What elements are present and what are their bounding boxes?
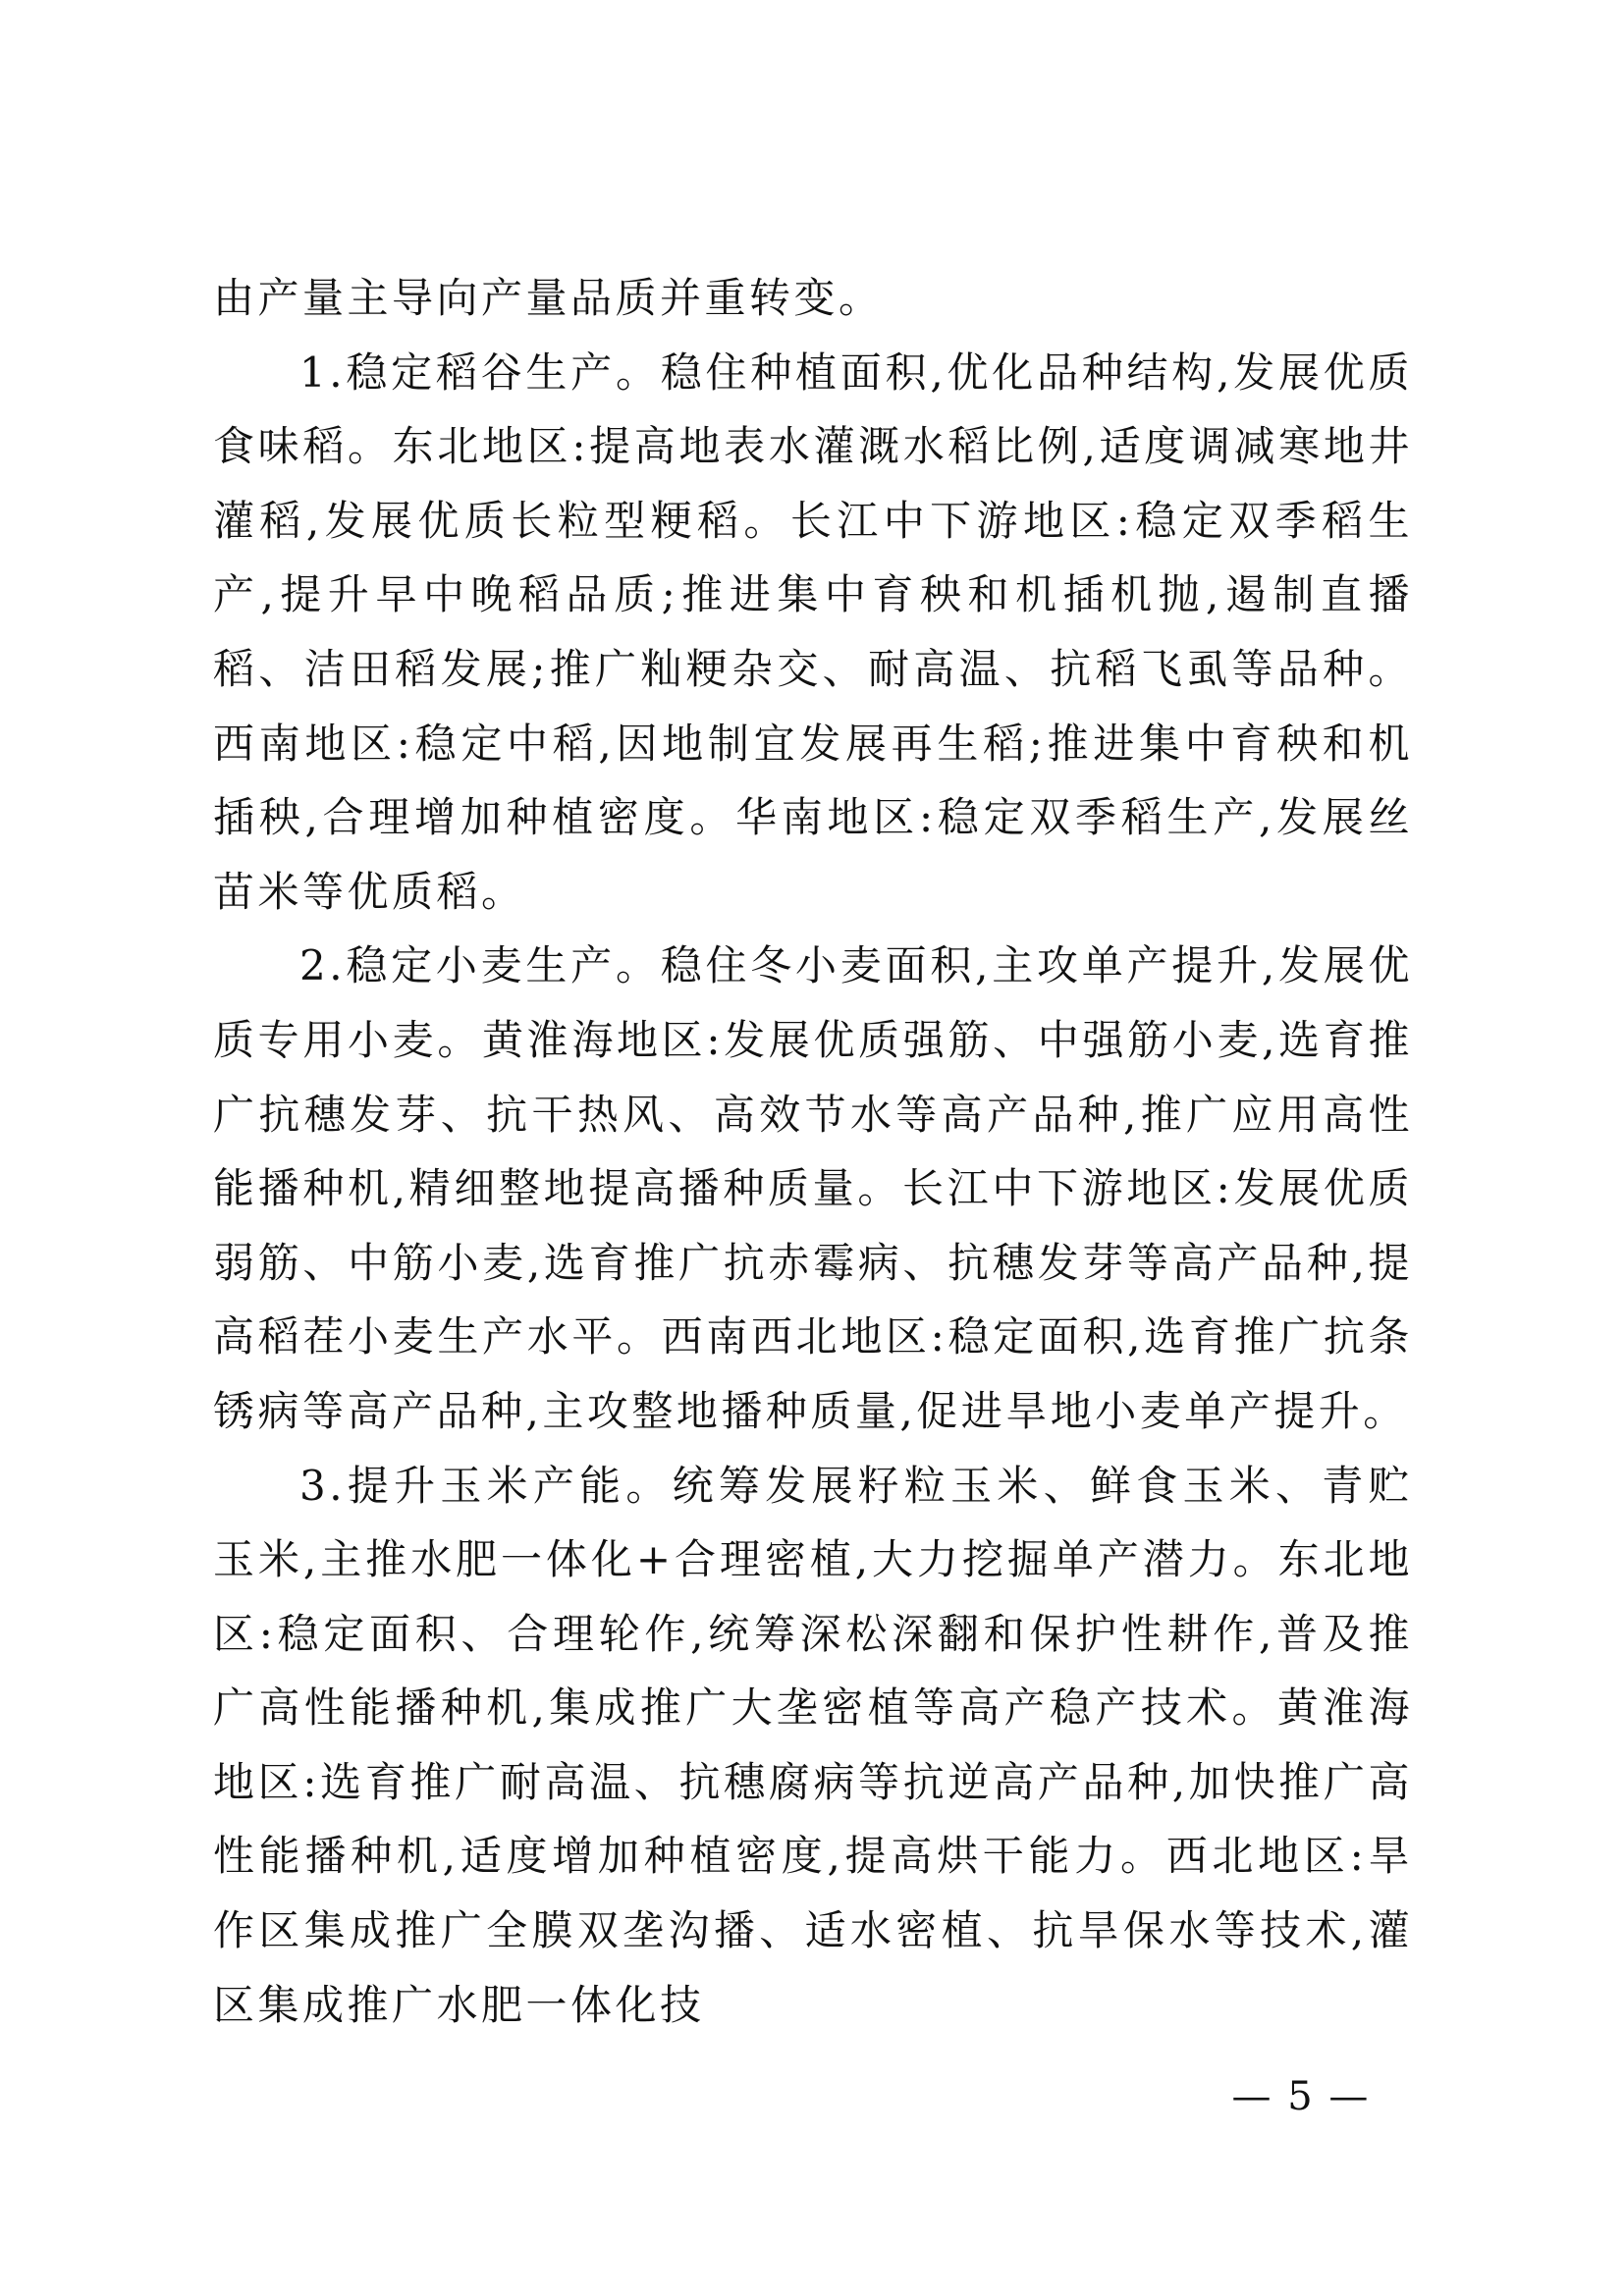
page-number: — 5 — bbox=[1231, 2074, 1371, 2119]
paragraph-corn-capacity: 3.提升玉米产能。统筹发展籽粒玉米、鲜食玉米、青贮玉米,主推水肥一体化+合理密植,大力挖掘单产潜力。东北地区:稳定面积、合理轮作,统筹深松深翻和保护性耕作,普及推广高性能播种机,集成推广大垄密植等高产稳产技术。黄淮海地区:选育推广耐高温、抗穗腐病等抗逆高产品种,加快推广高性能播种机,适度增加种植密度,提高烘干能力。西北地区:旱作区集成推广全膜双垄沟播、适水密植、抗旱保水等技术,灌区集成推广水肥一体化技 bbox=[213, 1461, 1413, 2029]
document-body bbox=[213, 261, 1413, 2042]
paragraph-continuation: 由产量主导向产量品质并重转变。 bbox=[213, 274, 884, 322]
paragraph-wheat-production: 2.稳定小麦生产。稳住冬小麦面积,主攻单产提升,发展优质专用小麦。黄淮海地区:发展优质强筋、中强筋小麦,选育推广抗穗发芽、抗干热风、高效节水等高产品种,推广应用高性能播种机,精细整地提高播种质量。长江中下游地区:发展优质弱筋、中筋小麦,选育推广抗赤霉病、抗穗发芽等高产品种,提高稻茬小麦生产水平。西南西北地区:稳定面积,选育推广抗条锈病等高产品种,主攻整地播种质量,促进旱地小麦单产提升。 bbox=[213, 941, 1413, 1435]
paragraph-rice-production: 1.稳定稻谷生产。稳住种植面积,优化品种结构,发展优质食味稻。东北地区:提高地表水灌溉水稻比例,适度调减寒地井灌稻,发展优质长粒型粳稻。长江中下游地区:稳定双季稻生产,提升早中晚稻品质;推进集中育秧和机插机抛,遏制直播稻、洁田稻发展;推广籼粳杂交、耐高温、抗稻飞虱等品种。西南地区:稳定中稻,因地制宜发展再生稻;推进集中育秧和机插秧,合理增加种植密度。华南地区:稳定双季稻生产,发展丝苗米等优质稻。 bbox=[213, 347, 1413, 916]
